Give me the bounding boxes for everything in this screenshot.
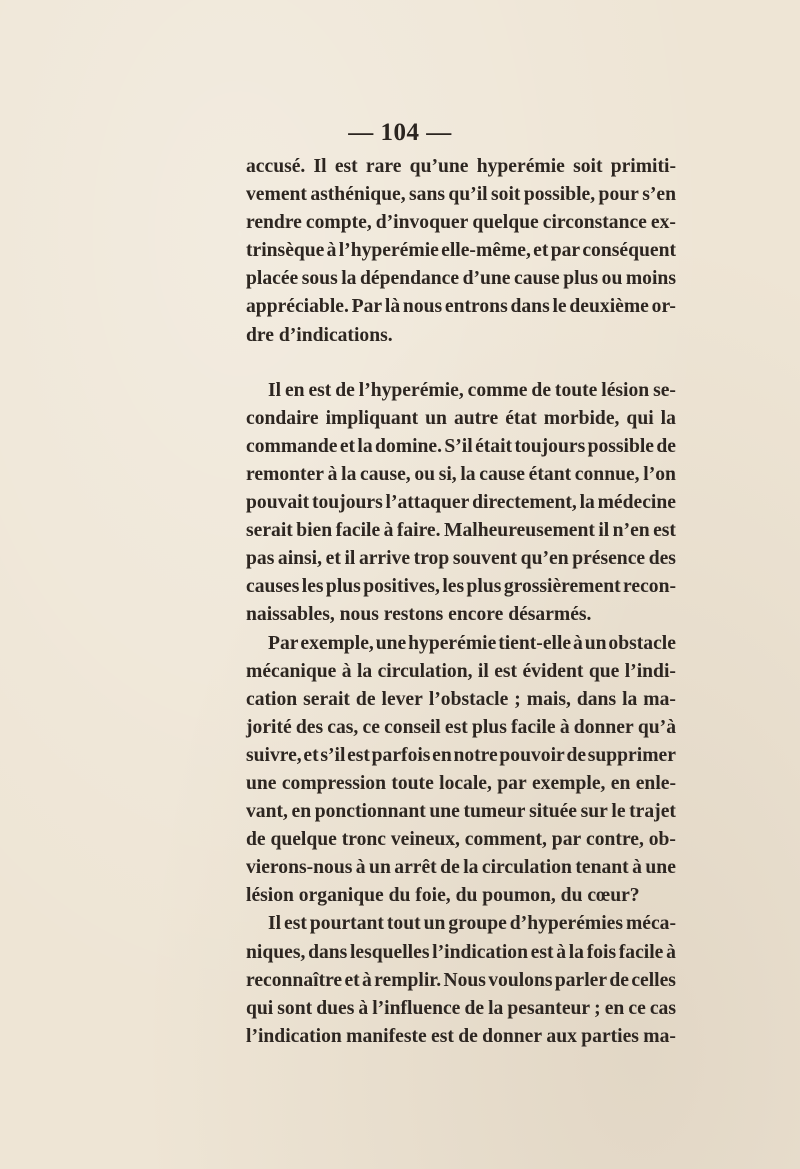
- body-text: [246, 153, 676, 1051]
- text-line: de quelque tronc veineux, comment, par contre, ob-: [246, 829, 676, 851]
- text-line: vant, en ponctionnant une tumeur située sur le trajet: [246, 801, 676, 823]
- text-line: l’indication manifeste est de donner aux parties ma-: [246, 1025, 676, 1047]
- text-line: dre d’indications.: [246, 324, 393, 346]
- paragraph-gap: [246, 350, 676, 377]
- text-line: vierons-nous à un arrêt de la circulation tenant à une: [246, 857, 676, 879]
- text-line: Par exemple, une hyperémie tient-elle à un obstacle: [268, 632, 676, 654]
- text-line: trinsèque à l’hyperémie elle-même, et par conséquent: [246, 240, 676, 262]
- text-line: commande et la domine. S’il était toujours possible de: [246, 435, 676, 457]
- text-line: condaire impliquant un autre état morbide, qui la: [246, 407, 676, 429]
- text-line: serait bien facile à faire. Malheureusement il n’en est: [246, 520, 676, 542]
- text-line: une compression toute locale, par exemple, en enle-: [246, 772, 676, 794]
- page-number: — 104 —: [348, 119, 452, 146]
- text-line: rendre compte, d’invoquer quelque circonstance ex-: [246, 212, 676, 234]
- text-line: qui sont dues à l’influence de la pesanteur ; en ce cas: [246, 997, 676, 1019]
- text-line: reconnaître et à remplir. Nous voulons parler de celles: [246, 969, 676, 991]
- text-line: placée sous la dépendance d’une cause plus ou moins: [246, 268, 676, 290]
- text-line: niques, dans lesquelles l’indication est à la fois facile à: [246, 941, 676, 963]
- text-line: Il est pourtant tout un groupe d’hyperémies méca-: [268, 913, 676, 935]
- text-line: cation serait de lever l’obstacle ; mais, dans la ma-: [246, 688, 676, 710]
- text-line: naissables, nous restons encore désarmés.: [246, 604, 592, 626]
- text-line: vement asthénique, sans qu’il soit possible, pour s’en: [246, 184, 676, 206]
- text-line: lésion organique du foie, du poumon, du cœur?: [246, 885, 640, 907]
- text-line: remonter à la cause, ou si, la cause étant connue, l’on: [246, 463, 676, 485]
- text-line: pas ainsi, et il arrive trop souvent qu’en présence des: [246, 548, 676, 570]
- text-line: suivre, et s’il est parfois en notre pouvoir de supprimer: [246, 744, 676, 766]
- text-line: causes les plus positives, les plus grossièrement recon-: [246, 576, 676, 598]
- text-line: jorité des cas, ce conseil est plus facile à donner qu’à: [246, 716, 676, 738]
- text-line: accusé. Il est rare qu’une hyperémie soit primiti-: [246, 156, 676, 177]
- text-line: Il en est de l’hyperémie, comme de toute lésion se-: [268, 379, 676, 401]
- text-line: mécanique à la circulation, il est évident que l’indi-: [246, 660, 676, 682]
- text-line: pouvait toujours l’attaquer directement, la médecine: [246, 492, 676, 514]
- text-line: appréciable. Par là nous entrons dans le deuxième or-: [246, 296, 676, 318]
